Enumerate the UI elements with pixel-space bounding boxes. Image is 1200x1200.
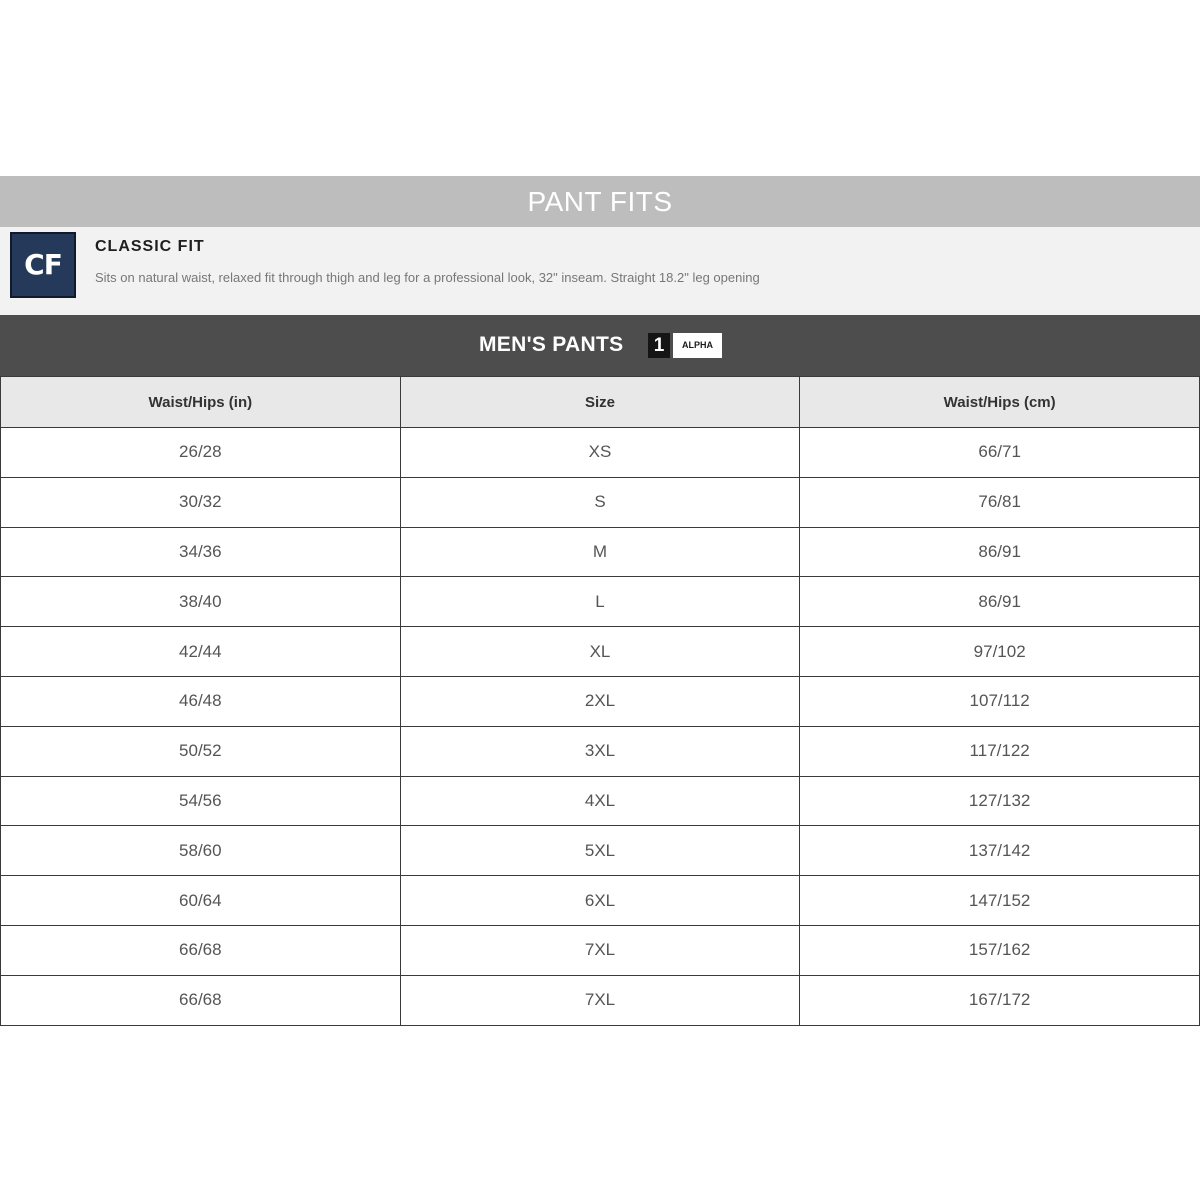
cell-size: 7XL — [400, 975, 800, 1025]
table-row — [1, 776, 1200, 826]
table-header-row — [1, 377, 1200, 428]
table-row — [1, 577, 1200, 627]
table-row — [1, 826, 1200, 876]
cell-waist-in: 38/40 — [1, 577, 401, 627]
cell-waist-cm: 86/91 — [800, 577, 1200, 627]
cell-waist-cm: 157/162 — [800, 925, 1200, 975]
cell-size: 6XL — [400, 876, 800, 926]
cell-waist-cm: 97/102 — [800, 627, 1200, 677]
size-tag-number: 1 — [648, 333, 670, 358]
cell-size: XL — [400, 627, 800, 677]
cell-waist-in: 60/64 — [1, 876, 401, 926]
cell-size: 2XL — [400, 676, 800, 726]
pant-fits-banner: PANT FITS — [0, 176, 1200, 227]
cell-size: 3XL — [400, 726, 800, 776]
cell-size: S — [400, 477, 800, 527]
cell-waist-cm: 86/91 — [800, 527, 1200, 577]
header-waist-cm: Waist/Hips (cm) — [800, 377, 1200, 428]
cell-waist-in: 26/28 — [1, 428, 401, 478]
cell-size: 5XL — [400, 826, 800, 876]
cell-waist-in: 30/32 — [1, 477, 401, 527]
table-row — [1, 975, 1200, 1025]
classic-fit-row — [0, 227, 1200, 315]
table-row — [1, 627, 1200, 677]
cell-waist-in: 66/68 — [1, 925, 401, 975]
table-row — [1, 676, 1200, 726]
table-row — [1, 876, 1200, 926]
table-row — [1, 477, 1200, 527]
cell-size: M — [400, 527, 800, 577]
cell-waist-cm: 117/122 — [800, 726, 1200, 776]
cell-waist-in: 46/48 — [1, 676, 401, 726]
header-size: Size — [400, 377, 800, 428]
mens-pants-title: MEN'S PANTS — [479, 333, 624, 356]
table-row — [1, 726, 1200, 776]
classic-fit-badge: CF — [10, 232, 76, 298]
cell-waist-cm: 76/81 — [800, 477, 1200, 527]
fit-description: Sits on natural waist, relaxed fit through thigh and leg for a professional look, 32" inseam. Straight 18.2" leg opening — [95, 270, 760, 285]
table-row — [1, 428, 1200, 478]
cell-waist-in: 42/44 — [1, 627, 401, 677]
cell-size: 4XL — [400, 776, 800, 826]
cell-waist-cm: 167/172 — [800, 975, 1200, 1025]
cell-waist-cm: 127/132 — [800, 776, 1200, 826]
fit-title: CLASSIC FIT — [95, 238, 205, 255]
size-tag-alpha: ALPHA — [673, 333, 722, 358]
cell-waist-in: 58/60 — [1, 826, 401, 876]
mens-pants-banner — [0, 315, 1200, 376]
cell-size: XS — [400, 428, 800, 478]
cell-size: L — [400, 577, 800, 627]
table-row — [1, 527, 1200, 577]
cell-waist-cm: 147/152 — [800, 876, 1200, 926]
table-row — [1, 925, 1200, 975]
cell-size: 7XL — [400, 925, 800, 975]
cell-waist-in: 66/68 — [1, 975, 401, 1025]
cell-waist-in: 34/36 — [1, 527, 401, 577]
header-waist-in: Waist/Hips (in) — [1, 377, 401, 428]
cell-waist-in: 50/52 — [1, 726, 401, 776]
cell-waist-cm: 66/71 — [800, 428, 1200, 478]
cell-waist-cm: 107/112 — [800, 676, 1200, 726]
cell-waist-cm: 137/142 — [800, 826, 1200, 876]
size-table — [0, 376, 1200, 1026]
cell-waist-in: 54/56 — [1, 776, 401, 826]
